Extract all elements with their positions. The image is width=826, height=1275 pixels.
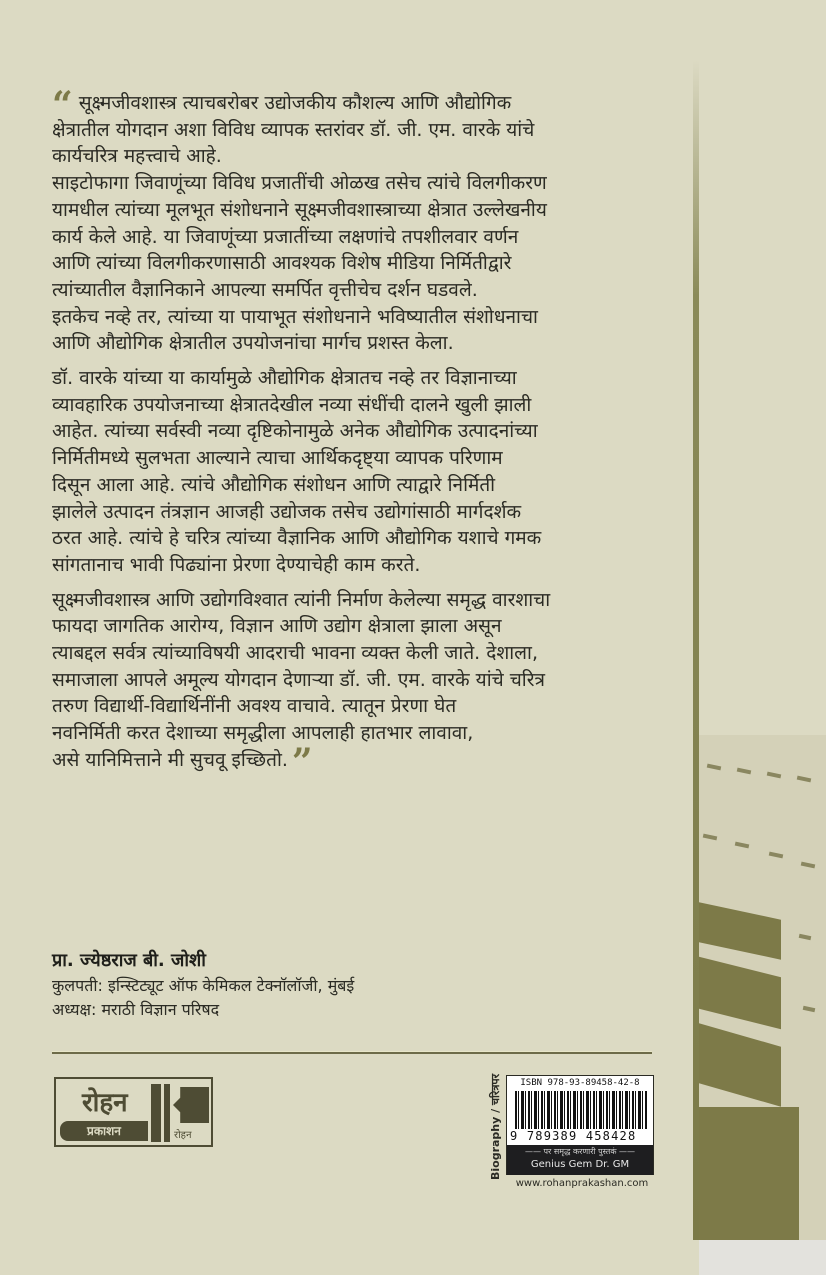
close-quote-icon: ”	[291, 740, 313, 783]
bottom-strip	[699, 1240, 826, 1275]
ean-digits: 9 789389 458428	[510, 1129, 637, 1143]
testimonial-quote	[52, 84, 662, 783]
author-role: अध्यक्ष: मराठी विज्ञान परिषद	[52, 1000, 220, 1019]
quote-line: साइटोफागा जिवाणूंच्या विविध प्रजातींची ओळख तसेच त्यांचे विलगीकरण	[52, 172, 547, 195]
quote-line: फायदा जागतिक आरोग्य, विज्ञान आणि उद्योग क्षेत्राला झाला असून	[52, 615, 502, 638]
isbn-barcode	[506, 1075, 654, 1175]
logo-small-text: रोहन	[174, 1130, 192, 1141]
flag-icon	[173, 1087, 209, 1123]
quote-line: यामधील त्यांच्या मूलभूत संशोधनाने सूक्ष्मजीवशास्त्राच्या क्षेत्रात उल्लेखनीय	[52, 198, 547, 221]
open-quote-icon: “	[52, 84, 73, 126]
quote-line: क्षेत्रातील योगदान अशा विविध व्यापक स्तरांवर डॉ. जी. एम. वारके यांचे	[52, 118, 535, 141]
quote-line: सूक्ष्मजीवशास्त्र आणि उद्योगविश्वात त्यांनी निर्माण केलेल्या समृद्ध वारशाचा	[52, 588, 551, 611]
quote-paragraph-3	[52, 587, 662, 783]
quote-line: कार्यचरित्र महत्त्वाचे आहे.	[52, 145, 222, 168]
genre-label: Biography / चरित्रपर	[489, 1073, 502, 1180]
quote-line: त्याबद्दल सर्वत्र त्यांच्याविषयी आदराची भावना व्यक्त केली जाते. देशाला,	[52, 642, 538, 665]
book-icon	[151, 1084, 161, 1142]
divider	[52, 1051, 652, 1054]
quote-line: त्यांच्यातील वैज्ञानिकाने आपल्या समर्पित वृत्तीचेच दर्शन घडवले.	[52, 278, 478, 301]
quote-line: तरुण विद्यार्थी-विद्यार्थिनींनी अवश्य वाचावे. त्यातून प्रेरणा घेत	[52, 695, 457, 718]
publisher-website: www.rohanprakashan.com	[515, 1178, 649, 1189]
quote-line: डॉ. वारके यांच्या या कार्यामुळे औद्योगिक क्षेत्रातच नव्हे तर विज्ञानाच्या	[52, 367, 517, 390]
publisher-logo	[54, 1077, 213, 1147]
quote-line: असे यानिमित्ताने मी सुचवू इच्छितो. ”	[52, 740, 313, 783]
quote-line: नवनिर्मिती करत देशाच्या समृद्धीला आपलाही हातभार लावावा,	[52, 722, 474, 745]
quote-line: ठरत आहे. त्यांचे हे चरित्र त्यांच्या वैज्ञानिक आणि औद्योगिक यशाचे गमक	[52, 527, 542, 550]
quote-line: व्यावहारिक उपयोजनाच्या क्षेत्रातदेखील नव्या संधींची दालने खुली झाली	[52, 393, 532, 416]
book-icon	[164, 1084, 170, 1142]
quote-line: इतकेच नव्हे तर, त्यांच्या या पायाभूत संशोधनाने भविष्यातील संशोधनाचा	[52, 305, 538, 328]
logo-tag: प्रकाशन	[60, 1121, 148, 1141]
quote-line: सांगतानाच भावी पिढ्यांना प्रेरणा देण्याचेही काम करते.	[52, 553, 421, 576]
quote-line: आहेत. त्यांच्या सर्वस्वी नव्या दृष्टिकोनामुळे अनेक औद्योगिक उत्पादनांच्या	[52, 420, 538, 443]
series-tagline: —— पर समृद्ध करणारी पुस्तकं ——	[524, 1147, 636, 1156]
quote-line: आणि औद्योगिक क्षेत्रातील उपयोजनांचा मार्गच प्रशस्त केला.	[52, 332, 454, 355]
quote-line: आणि त्यांच्या विलगीकरणासाठी आवश्यक विशेष मीडिया निर्मितीद्वारे	[52, 252, 512, 275]
author-role: कुलपती: इन्स्टिट्यूट ऑफ केमिकल टेक्नॉलॉजी, मुंबई	[52, 976, 355, 995]
quote-line: निर्मितीमध्ये सुलभता आल्याने त्याचा आर्थिकदृष्ट्या व्यापक परिणाम	[52, 447, 503, 470]
signature-block	[52, 948, 662, 1022]
series-band	[507, 1145, 653, 1175]
quote-line: दिसून आला आहे. त्यांचे औद्योगिक संशोधन आणि त्याद्वारे निर्मिती	[52, 473, 496, 496]
quote-paragraph-1	[52, 84, 662, 357]
building-illustration	[699, 735, 826, 1240]
series-title: Genius Gem Dr. GM	[530, 1159, 630, 1170]
quote-line: “ सूक्ष्मजीवशास्त्र त्याचबरोबर उद्योजकीय कौशल्य आणि औद्योगिक	[52, 84, 512, 126]
isbn-label: ISBN 978-93-89458-42-8	[520, 1078, 640, 1088]
author-name: प्रा. ज्येष्ठराज बी. जोशी	[52, 950, 206, 971]
barcode-bars-icon	[515, 1091, 647, 1129]
quote-paragraph-2	[52, 365, 662, 579]
quote-line: झालेले उत्पादन तंत्रज्ञान आजही उद्योजक तसेच उद्योगांसाठी मार्गदर्शक	[52, 500, 522, 523]
quote-line: कार्य केले आहे. या जिवाणूंच्या प्रजातींच्या लक्षणांचे तपशीलवार वर्णन	[52, 225, 519, 248]
logo-word: रोहन	[82, 1088, 128, 1118]
quote-line: समाजाला आपले अमूल्य योगदान देणाऱ्या डॉ. जी. एम. वारके यांचे चरित्र	[52, 668, 545, 691]
